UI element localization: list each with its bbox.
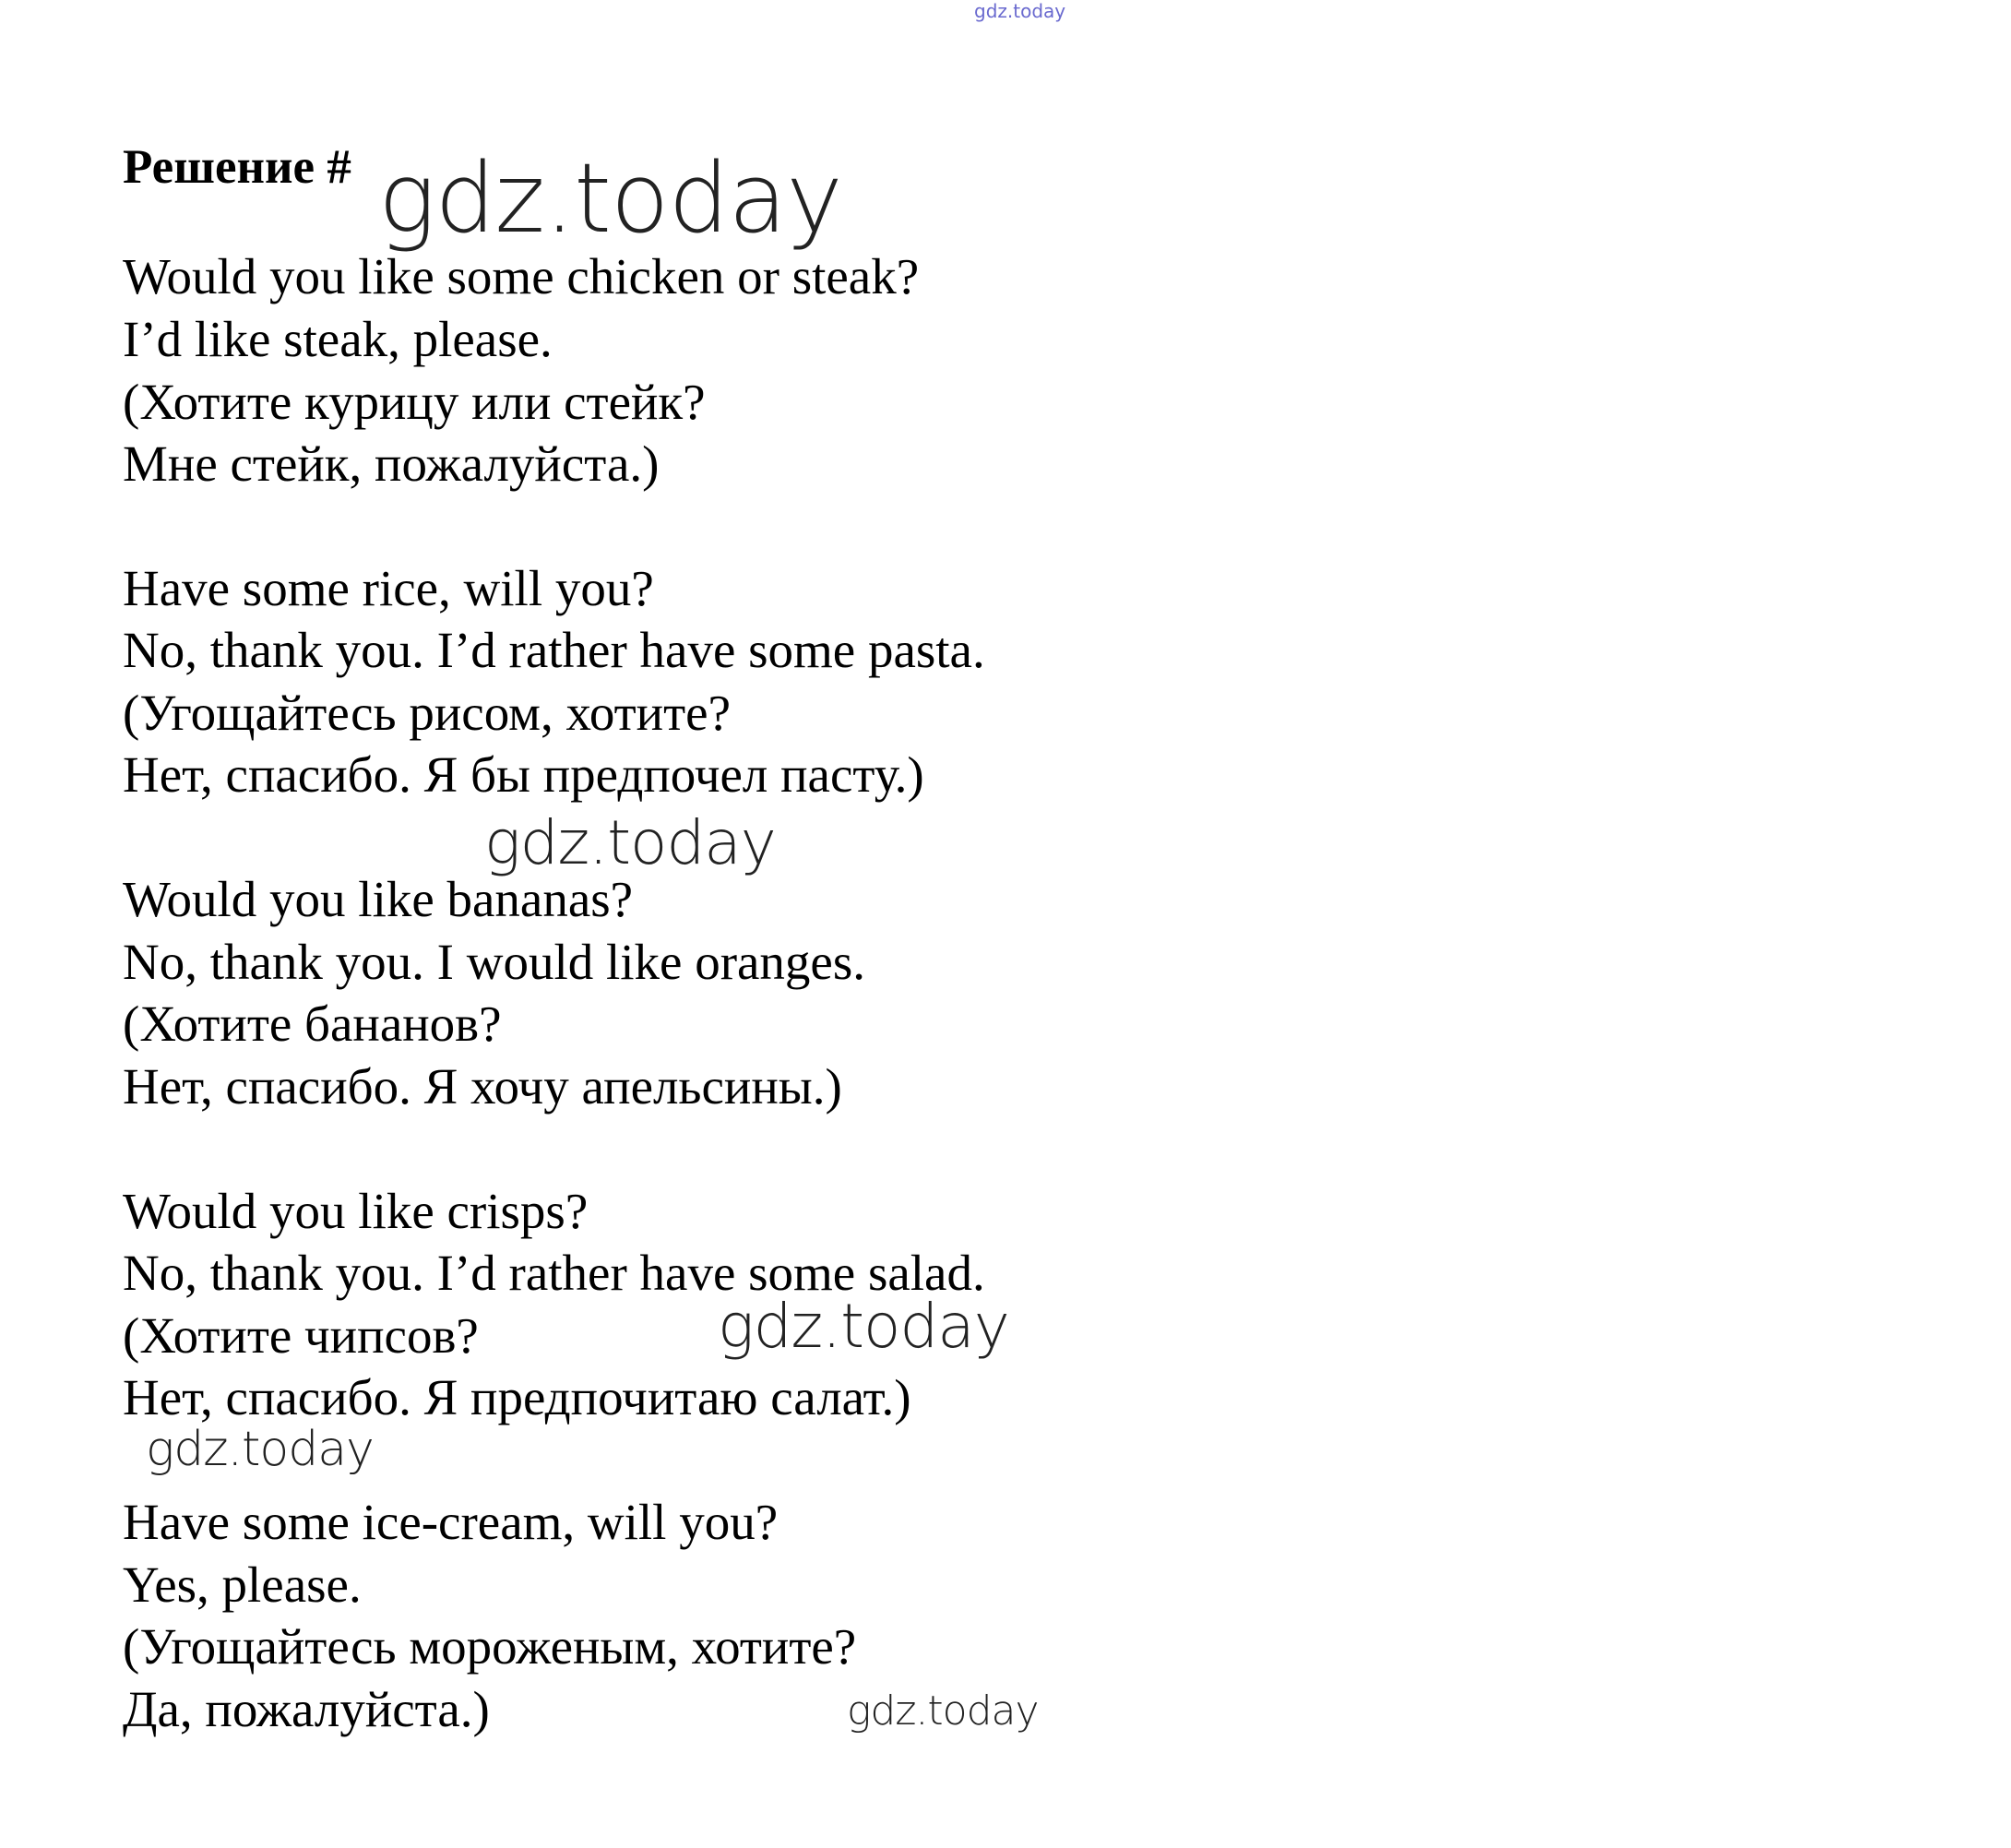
solution-heading: Решение # — [123, 140, 351, 194]
top-watermark: gdz.today — [974, 0, 1066, 22]
watermark-bottom: gdz.today — [847, 1687, 1039, 1735]
dialogue-4-line-2: No, thank you. I’d rather have some salad. — [123, 1245, 985, 1301]
dialogue-4-line-1: Would you like crisps? — [123, 1183, 589, 1239]
dialogue-1-line-4: Мне стейк, пожалуйста.) — [123, 435, 660, 492]
dialogue-3-line-1: Would you like bananas? — [123, 871, 634, 927]
dialogue-2-line-1: Have some rice, will you? — [123, 560, 654, 616]
dialogue-1-line-3: (Хотите курицу или стейк? — [123, 374, 706, 430]
dialogue-2-line-3: (Угощайтесь рисом, хотите? — [123, 685, 731, 741]
dialogue-4-line-3: (Хотите чипсов? — [123, 1307, 479, 1364]
dialogue-2-line-2: No, thank you. I’d rather have some pasta. — [123, 622, 985, 678]
dialogue-1-line-1: Would you like some chicken or steak? — [123, 248, 920, 304]
dialogue-5-line-3: (Угощайтесь мороженым, хотите? — [123, 1618, 857, 1675]
dialogue-4-line-4: Нет, спасибо. Я предпочитаю салат.) — [123, 1369, 911, 1425]
watermark-right: gdz.today — [718, 1291, 1009, 1362]
dialogue-5-line-2: Yes, please. — [123, 1556, 362, 1613]
dialogue-3-line-3: (Хотите бананов? — [123, 996, 502, 1052]
dialogue-2-line-4: Нет, спасибо. Я бы предпочел пасту.) — [123, 746, 924, 803]
dialogue-5-line-4: Да, пожалуйста.) — [123, 1681, 490, 1737]
dialogue-5-line-1: Have some ice-cream, will you? — [123, 1494, 779, 1550]
dialogue-1-line-2: I’d like steak, please. — [123, 311, 553, 367]
dialogue-3-line-4: Нет, спасибо. Я хочу апельсины.) — [123, 1058, 842, 1115]
watermark-left: gdz.today — [146, 1422, 374, 1477]
watermark-mid: gdz.today — [484, 807, 776, 878]
dialogue-3-line-2: No, thank you. I would like oranges. — [123, 934, 865, 990]
watermark-large: gdz.today — [378, 142, 842, 255]
